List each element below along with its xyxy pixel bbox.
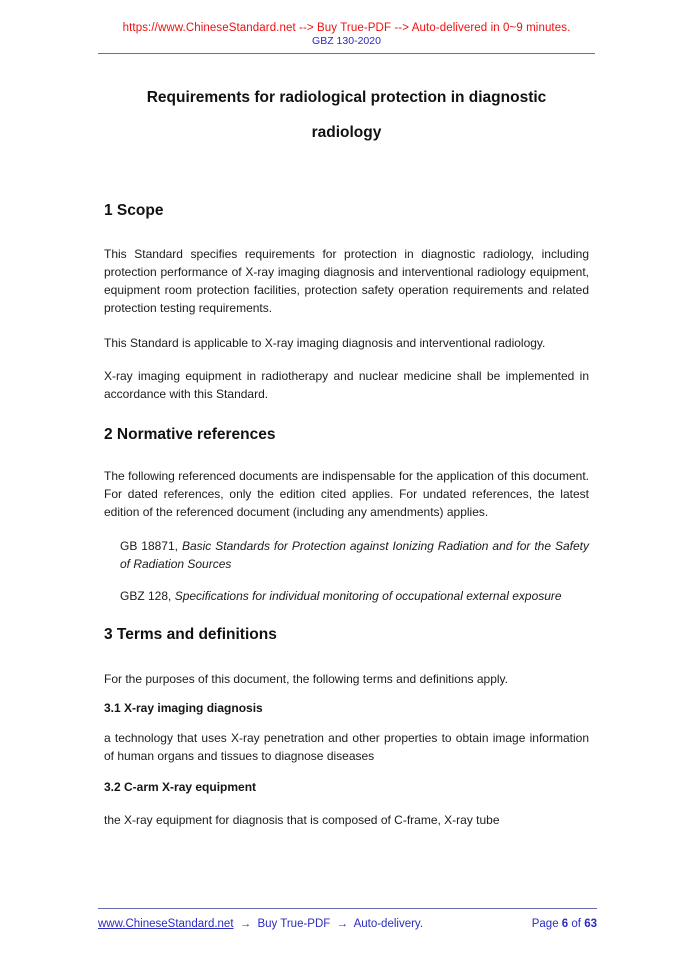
term-heading: 3.1 X-ray imaging diagnosis: [104, 701, 263, 715]
page-footer: [98, 908, 597, 930]
reference-item: [104, 587, 589, 605]
footer-buy-label: Buy True-PDF: [257, 918, 331, 930]
reference-title: Basic Standards for Protection against Ionizing Radiation and for the Safety of Radiation Sources: [120, 539, 590, 571]
reference-item: [104, 537, 589, 573]
promo-banner-link[interactable]: https://www.ChineseStandard.net --> Buy True-PDF --> Auto-delivered in 0~9 minutes.: [122, 22, 571, 34]
standard-code: GBZ 130-2020: [312, 35, 381, 47]
normative-intro-paragraph: The following referenced documents are indispensable for the application of this document. For dated references, only the edition cited applies. For undated references, the latest edition of the referenced document (including any amendments) applies.: [104, 469, 589, 519]
terms-intro-paragraph: For the purposes of this document, the following terms and definitions apply.: [104, 672, 508, 686]
reference-title: Specifications for individual monitoring of occupational external exposure: [174, 589, 562, 603]
footer-site-link[interactable]: www.ChineseStandard.net: [98, 918, 234, 930]
section-heading-terms-definitions: 3 Terms and definitions: [104, 626, 277, 643]
document-title: [104, 80, 589, 150]
term-definition: the X-ray equipment for diagnosis that is composed of C-frame, X-ray tube: [104, 813, 500, 827]
arrow-right-icon: →: [239, 918, 252, 930]
page-number: 6: [561, 918, 569, 930]
page-indicator: [532, 918, 597, 930]
scope-paragraph-3: X-ray imaging equipment in radiotherapy and nuclear medicine shall be implemented in accordance with this Standard.: [104, 369, 589, 401]
document-title-line1: Requirements for radiological protection in diagnostic: [146, 89, 547, 106]
section-heading-normative-references: 2 Normative references: [104, 426, 276, 443]
scope-paragraph-2: This Standard is applicable to X-ray imaging diagnosis and interventional radiology.: [104, 336, 546, 350]
header-divider: [98, 53, 595, 54]
of-label: of: [571, 918, 581, 930]
total-pages: 63: [584, 918, 597, 930]
footer-delivery-label: Auto-delivery.: [353, 918, 424, 930]
scope-paragraph-1: This Standard specifies requirements for protection in diagnostic radiology, including protection performance of X-ray imaging diagnosis and interventional radiology equipment, equipment room protection facilities, protection safety operation requirements and related protection testing requirements.: [104, 247, 589, 315]
term-definition: a technology that uses X-ray penetration and other properties to obtain image information of human organs and tissues to diagnose diseases: [104, 731, 589, 763]
term-heading: 3.2 C-arm X-ray equipment: [104, 780, 257, 794]
footer-links: [98, 918, 426, 930]
page-label: Page: [531, 918, 559, 930]
document-title-line2: radiology: [311, 124, 382, 141]
arrow-right-icon: →: [336, 918, 348, 930]
reference-code: GB 18871,: [120, 539, 178, 553]
section-heading-scope: 1 Scope: [104, 202, 164, 219]
reference-code: GBZ 128,: [120, 589, 172, 603]
